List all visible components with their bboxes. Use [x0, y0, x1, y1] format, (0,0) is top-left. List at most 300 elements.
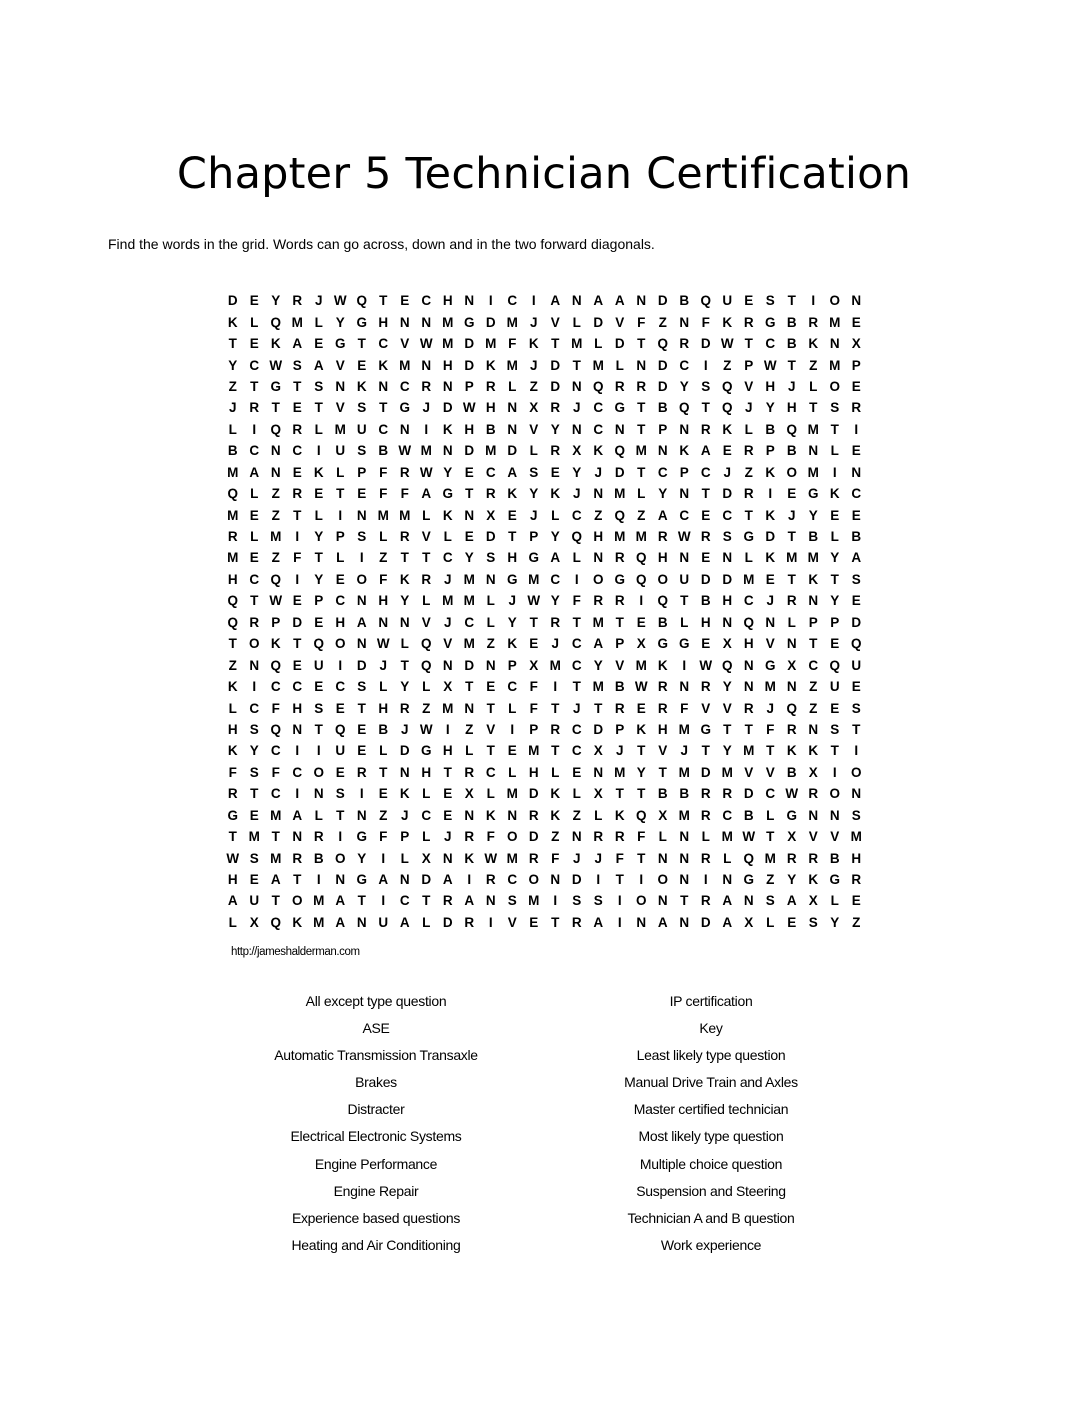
grid-letter: L [314, 807, 323, 823]
grid-letter: N [679, 314, 690, 330]
grid-letter: I [295, 786, 300, 802]
grid-row [222, 847, 868, 868]
grid-letter: O [635, 893, 647, 909]
grid-letter: M [614, 764, 626, 780]
grid-letter: W [419, 464, 433, 480]
grid-letter: W [333, 293, 347, 309]
grid-letter: T [744, 721, 753, 737]
grid-letter: M [743, 743, 755, 759]
grid-letter: L [637, 486, 646, 502]
grid-letter: I [768, 486, 773, 502]
grid-letter: J [529, 507, 538, 523]
grid-letter: Y [550, 529, 560, 545]
grid-letter: K [808, 743, 819, 759]
grid-letter: M [442, 593, 454, 609]
grid-letter: R [571, 914, 582, 930]
grid-letter: U [679, 571, 690, 587]
grid-letter: Q [635, 571, 647, 587]
grid-letter: M [571, 336, 583, 352]
grid-row [222, 590, 868, 611]
grid-letter: T [486, 743, 495, 759]
grid-letter: H [528, 764, 539, 780]
grid-letter: D [851, 614, 862, 630]
grid-letter: T [422, 550, 431, 566]
grid-letter: J [787, 378, 796, 394]
grid-letter: T [572, 614, 581, 630]
grid-letter: N [356, 636, 367, 652]
grid-letter: F [271, 700, 280, 716]
grid-letter: L [314, 507, 323, 523]
grid-letter: D [722, 486, 733, 502]
grid-letter: Z [228, 657, 237, 673]
grid-letter: W [699, 657, 713, 673]
grid-letter: C [657, 464, 668, 480]
source-link[interactable]: http://jameshalderman.com [231, 946, 360, 958]
grid-letter: T [572, 679, 581, 695]
grid-letter: C [765, 786, 776, 802]
grid-letter: C [442, 550, 453, 566]
grid-row [222, 633, 868, 654]
grid-row [222, 333, 868, 354]
grid-letter: A [786, 893, 797, 909]
grid-letter: J [529, 314, 538, 330]
grid-letter: M [678, 764, 690, 780]
grid-letter: P [357, 464, 367, 480]
grid-letter: S [314, 378, 324, 394]
grid-letter: E [636, 700, 646, 716]
grid-letter: C [722, 807, 733, 823]
grid-letter: D [442, 400, 453, 416]
grid-letter: K [722, 421, 733, 437]
word-list-item: Multiple choice question [639, 1155, 783, 1172]
grid-letter: K [227, 679, 238, 695]
grid-letter: N [808, 593, 819, 609]
grid-letter: A [292, 336, 303, 352]
grid-letter: E [249, 507, 259, 523]
grid-letter: O [829, 378, 840, 394]
grid-letter: N [722, 872, 733, 888]
grid-letter: R [700, 786, 711, 802]
grid-letter: E [292, 657, 302, 673]
word-list-item: Suspension and Steering [636, 1182, 786, 1199]
grid-letter: R [485, 378, 496, 394]
grid-letter: I [252, 421, 257, 437]
grid-letter: B [786, 336, 797, 352]
grid-letter: L [314, 314, 323, 330]
grid-letter: E [314, 486, 324, 502]
grid-letter: L [594, 336, 603, 352]
grid-letter: Y [722, 743, 732, 759]
grid-letter: I [338, 657, 343, 673]
grid-letter: A [335, 893, 346, 909]
grid-letter: T [443, 764, 452, 780]
grid-letter: K [227, 314, 238, 330]
grid-letter: R [636, 378, 647, 394]
grid-letter: C [378, 421, 389, 437]
grid-letter: X [421, 850, 431, 866]
grid-letter: W [634, 679, 648, 695]
grid-letter: E [830, 700, 840, 716]
grid-letter: I [832, 464, 837, 480]
grid-letter: D [528, 829, 539, 845]
grid-letter: I [488, 293, 493, 309]
grid-letter: L [508, 378, 517, 394]
grid-letter: E [572, 764, 582, 780]
grid-letter: E [507, 507, 517, 523]
grid-letter: N [442, 657, 453, 673]
grid-letter: N [636, 293, 647, 309]
grid-letter: M [442, 700, 454, 716]
grid-letter: R [227, 786, 238, 802]
grid-letter: A [722, 914, 733, 930]
grid-letter: E [851, 893, 861, 909]
grid-letter: Q [786, 700, 797, 716]
grid-letter: E [851, 679, 861, 695]
grid-letter: K [270, 636, 281, 652]
page-title: Chapter 5 Technician Certification [176, 149, 912, 199]
grid-letter: T [809, 636, 818, 652]
grid-letter: C [485, 764, 496, 780]
grid-letter: N [356, 914, 367, 930]
grid-letter: N [356, 593, 367, 609]
grid-letter: X [486, 507, 496, 523]
grid-letter: G [743, 529, 754, 545]
grid-letter: L [594, 807, 603, 823]
grid-letter: T [228, 636, 237, 652]
grid-letter: L [744, 550, 753, 566]
grid-letter: C [507, 679, 518, 695]
grid-letter: B [786, 314, 797, 330]
grid-letter: J [443, 614, 452, 630]
grid-letter: E [765, 571, 775, 587]
grid-letter: Z [766, 872, 775, 888]
grid-letter: Q [420, 636, 432, 652]
grid-letter: G [764, 314, 776, 330]
grid-letter: N [851, 293, 862, 309]
grid-letter: K [786, 743, 797, 759]
grid-letter: L [701, 829, 710, 845]
grid-letter: W [742, 829, 756, 845]
grid-letter: Q [227, 486, 238, 502]
word-list-item: Most likely type question [638, 1128, 784, 1145]
word-list-item: Experience based questions [291, 1209, 461, 1226]
grid-letter: N [743, 893, 754, 909]
grid-letter: M [592, 614, 604, 630]
grid-letter: D [700, 571, 711, 587]
grid-letter: K [636, 721, 647, 737]
grid-letter: N [743, 657, 754, 673]
grid-letter: Y [830, 914, 840, 930]
grid-letter: T [830, 421, 839, 437]
grid-letter: F [400, 486, 409, 502]
grid-letter: L [443, 529, 452, 545]
grid-letter: E [378, 786, 388, 802]
word-list-item: Least likely type question [636, 1047, 786, 1064]
grid-letter: K [507, 486, 518, 502]
grid-letter: N [485, 571, 496, 587]
grid-letter: K [808, 571, 819, 587]
grid-letter: B [700, 593, 711, 609]
grid-letter: M [678, 807, 690, 823]
grid-letter: I [639, 593, 644, 609]
grid-letter: K [442, 507, 453, 523]
grid-letter: T [529, 614, 538, 630]
grid-letter: O [657, 571, 668, 587]
grid-letter: X [851, 336, 861, 352]
grid-letter: L [723, 850, 732, 866]
grid-letter: J [400, 721, 409, 737]
grid-letter: Y [679, 378, 689, 394]
grid-letter: A [550, 550, 561, 566]
grid-letter: T [314, 400, 323, 416]
grid-letter: Q [227, 593, 238, 609]
grid-letter: M [850, 829, 862, 845]
grid-letter: B [765, 421, 776, 437]
grid-letter: E [357, 743, 367, 759]
grid-letter: N [851, 464, 862, 480]
grid-letter: P [529, 721, 539, 737]
grid-letter: N [378, 378, 389, 394]
grid-letter: L [787, 614, 796, 630]
grid-letter: V [486, 721, 496, 737]
grid-letter: X [249, 914, 259, 930]
grid-letter: I [295, 743, 300, 759]
grid-letter: F [228, 764, 237, 780]
grid-letter: T [508, 529, 517, 545]
grid-letter: L [228, 700, 237, 716]
grid-letter: N [270, 443, 281, 459]
grid-letter: I [316, 443, 321, 459]
grid-letter: Z [529, 378, 538, 394]
grid-letter: J [379, 657, 387, 673]
grid-letter: R [614, 700, 625, 716]
grid-letter: A [593, 914, 604, 930]
grid-letter: Q [334, 721, 346, 737]
grid-letter: T [637, 850, 646, 866]
grid-letter: K [679, 443, 690, 459]
grid-letter: H [378, 593, 389, 609]
grid-letter: D [571, 872, 582, 888]
grid-letter: G [506, 571, 518, 587]
grid-letter: R [786, 593, 797, 609]
grid-letter: Y [550, 421, 560, 437]
grid-letter: K [808, 872, 819, 888]
grid-letter: L [400, 850, 409, 866]
grid-letter: N [335, 378, 346, 394]
grid-letter: G [356, 872, 367, 888]
grid-letter: C [571, 743, 582, 759]
grid-row [222, 526, 868, 547]
grid-letter: J [508, 593, 516, 609]
grid-letter: Z [271, 550, 280, 566]
grid-letter: F [529, 679, 538, 695]
grid-letter: L [486, 614, 495, 630]
grid-letter: B [657, 786, 668, 802]
grid-letter: N [399, 872, 410, 888]
grid-letter: Y [636, 764, 646, 780]
grid-letter: I [424, 421, 429, 437]
grid-row [222, 440, 868, 461]
grid-letter: I [553, 679, 558, 695]
word-list-item: Automatic Transmission Transaxle [274, 1047, 478, 1064]
grid-letter: V [830, 829, 840, 845]
grid-letter: L [465, 743, 474, 759]
grid-letter: E [249, 872, 259, 888]
grid-letter: L [336, 550, 345, 566]
grid-letter: F [379, 829, 388, 845]
grid-letter: J [594, 464, 602, 480]
grid-letter: K [808, 336, 819, 352]
grid-letter: T [680, 593, 689, 609]
grid-letter: I [338, 829, 343, 845]
word-list-item: Distracter [347, 1101, 405, 1118]
grid-letter: C [765, 336, 776, 352]
grid-letter: I [467, 872, 472, 888]
grid-letter: L [336, 464, 345, 480]
grid-letter: Z [228, 378, 237, 394]
grid-letter: V [335, 400, 345, 416]
grid-letter: R [550, 721, 561, 737]
grid-row [222, 483, 868, 504]
grid-letter: Q [571, 529, 582, 545]
grid-letter: U [378, 914, 389, 930]
grid-letter: J [766, 700, 774, 716]
grid-letter: B [808, 529, 819, 545]
grid-letter: E [335, 764, 345, 780]
grid-letter: M [807, 550, 819, 566]
grid-letter: A [593, 636, 604, 652]
grid-letter: F [379, 486, 388, 502]
grid-letter: T [357, 700, 366, 716]
grid-letter: Q [270, 721, 281, 737]
grid-letter: D [700, 914, 711, 930]
grid-letter: R [528, 850, 539, 866]
grid-letter: U [335, 443, 346, 459]
grid-letter: M [549, 657, 561, 673]
grid-letter: W [785, 786, 799, 802]
grid-letter: V [744, 378, 754, 394]
grid-letter: E [443, 786, 453, 802]
grid-letter: R [614, 593, 625, 609]
grid-letter: C [679, 507, 690, 523]
grid-letter: Y [400, 679, 410, 695]
grid-letter: W [376, 636, 390, 652]
grid-letter: A [464, 893, 475, 909]
grid-letter: Q [270, 421, 281, 437]
grid-letter: I [252, 679, 257, 695]
grid-letter: B [657, 400, 668, 416]
grid-letter: R [399, 700, 410, 716]
grid-row [222, 676, 868, 697]
grid-letter: F [379, 571, 388, 587]
grid-letter: M [614, 529, 626, 545]
grid-letter: L [486, 593, 495, 609]
grid-letter: G [356, 829, 367, 845]
grid-letter: T [465, 679, 474, 695]
grid-letter: N [421, 314, 432, 330]
grid-letter: X [722, 636, 732, 652]
grid-letter: W [484, 850, 498, 866]
grid-letter: R [657, 679, 668, 695]
grid-letter: E [722, 443, 732, 459]
grid-letter: V [722, 700, 732, 716]
grid-letter: A [507, 464, 518, 480]
grid-letter: D [593, 314, 604, 330]
grid-letter: T [744, 336, 753, 352]
grid-letter: A [313, 357, 324, 373]
grid-letter: W [398, 443, 412, 459]
grid-letter: Z [486, 636, 495, 652]
grid-letter: Z [809, 700, 818, 716]
grid-letter: I [295, 571, 300, 587]
grid-letter: T [271, 400, 280, 416]
grid-letter: A [421, 486, 432, 502]
grid-letter: T [701, 743, 710, 759]
grid-letter: R [700, 807, 711, 823]
grid-letter: K [593, 443, 604, 459]
grid-letter: Z [271, 486, 280, 502]
grid-letter: R [313, 829, 324, 845]
grid-letter: C [249, 700, 260, 716]
grid-letter: H [657, 550, 668, 566]
grid-letter: T [271, 829, 280, 845]
grid-letter: O [657, 872, 668, 888]
grid-letter: S [507, 893, 517, 909]
grid-letter: X [808, 893, 818, 909]
grid-row [222, 290, 868, 311]
grid-letter: N [679, 550, 690, 566]
grid-letter: C [292, 764, 303, 780]
grid-letter: V [443, 636, 453, 652]
grid-letter: M [463, 571, 475, 587]
grid-letter: A [249, 464, 260, 480]
grid-letter: I [617, 893, 622, 909]
grid-letter: S [808, 914, 818, 930]
grid-letter: F [508, 336, 517, 352]
grid-letter: M [227, 550, 239, 566]
grid-letter: N [571, 421, 582, 437]
grid-letter: L [615, 357, 624, 373]
word-list-item: Manual Drive Train and Axles [624, 1074, 798, 1091]
grid-letter: P [808, 614, 818, 630]
grid-letter: D [464, 443, 475, 459]
grid-letter: T [787, 357, 796, 373]
grid-letter: N [356, 507, 367, 523]
grid-letter: C [464, 614, 475, 630]
grid-letter: S [314, 700, 324, 716]
grid-letter: R [657, 529, 668, 545]
grid-letter: H [442, 357, 453, 373]
grid-letter: E [464, 464, 474, 480]
word-list-item: Technician A and B question [627, 1209, 795, 1226]
grid-letter: H [851, 850, 862, 866]
grid-letter: O [334, 850, 346, 866]
grid-letter: V [765, 636, 775, 652]
grid-letter: T [680, 893, 689, 909]
grid-letter: L [250, 529, 259, 545]
grid-letter: K [765, 550, 776, 566]
grid-letter: P [529, 529, 539, 545]
grid-letter: J [551, 636, 559, 652]
grid-letter: K [464, 850, 475, 866]
grid-letter: Q [420, 657, 432, 673]
grid-letter: K [292, 914, 303, 930]
grid-letter: F [680, 700, 689, 716]
grid-letter: D [614, 464, 625, 480]
grid-letter: T [551, 700, 560, 716]
grid-letter: T [314, 721, 323, 737]
grid-letter: N [636, 357, 647, 373]
